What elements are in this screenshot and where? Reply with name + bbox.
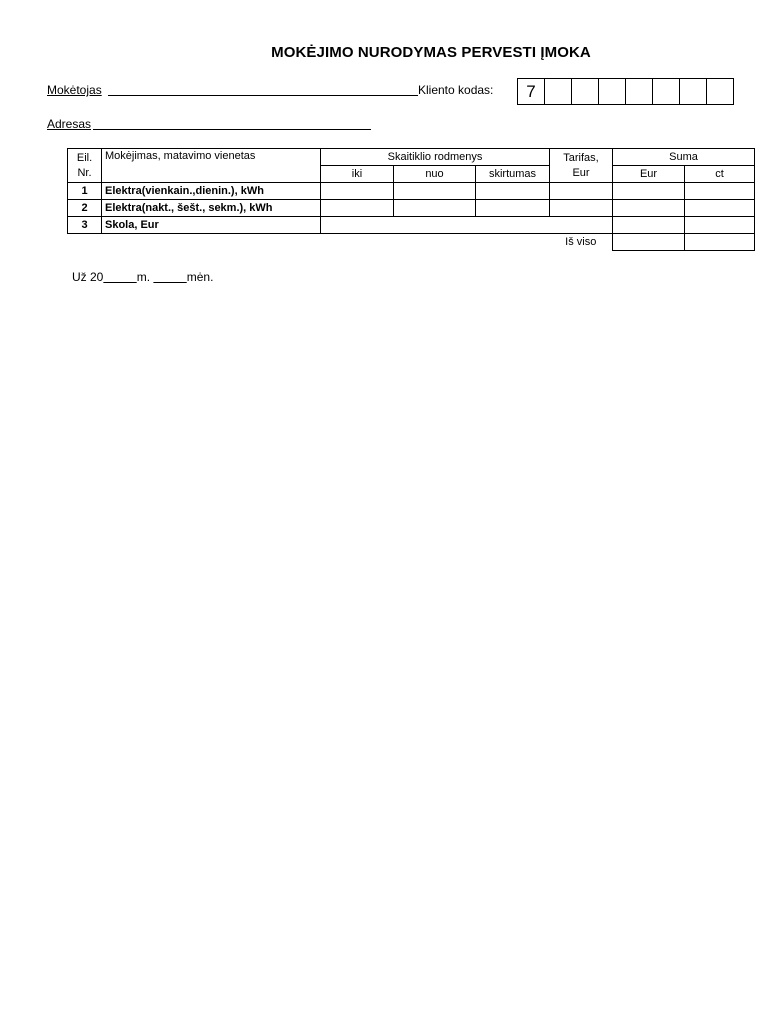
table-row xyxy=(68,200,755,217)
meter-to-cell[interactable] xyxy=(321,200,394,217)
document-title: MOKĖJIMO NURODYMAS PERVESTI ĮMOKA xyxy=(271,44,591,61)
sum-ct-cell[interactable] xyxy=(685,183,755,200)
row-label: Elektra(vienkain.,dienin.), kWh xyxy=(102,183,321,200)
payer-field[interactable] xyxy=(108,95,418,96)
header-meter-from: nuo xyxy=(394,166,476,183)
total-eur-cell[interactable] xyxy=(613,234,685,251)
month-suffix: mėn. xyxy=(186,270,214,284)
row-number: 2 xyxy=(68,200,102,217)
header-payment: Mokėjimas, matavimo vienetas xyxy=(102,149,321,183)
sum-eur-cell[interactable] xyxy=(613,200,685,217)
client-code-digit[interactable] xyxy=(572,79,599,104)
sum-eur-cell[interactable] xyxy=(613,183,685,200)
meter-from-cell[interactable] xyxy=(394,200,476,217)
client-code-digit[interactable]: 7 xyxy=(518,79,545,104)
payment-table xyxy=(67,148,755,251)
header-sum-eur: Eur xyxy=(613,166,685,183)
tariff-cell[interactable] xyxy=(550,200,613,217)
header-row-number: Eil. Nr. xyxy=(68,149,102,183)
row-number: 3 xyxy=(68,217,102,234)
address-field[interactable] xyxy=(93,129,371,130)
table-row xyxy=(68,183,755,200)
sum-ct-cell[interactable] xyxy=(685,200,755,217)
sum-ct-cell[interactable] xyxy=(685,217,755,234)
address-label: Adresas xyxy=(47,117,92,131)
payer-label: Mokėtojas xyxy=(47,83,102,97)
table-row xyxy=(68,217,755,234)
debt-merged-cell xyxy=(321,217,613,234)
header-tariff: Tarifas, Eur xyxy=(550,149,613,183)
row-number: 1 xyxy=(68,183,102,200)
year-field[interactable] xyxy=(103,270,136,284)
client-code-digit[interactable] xyxy=(653,79,680,104)
period-prefix: Už 20 xyxy=(72,270,104,284)
client-code-digit[interactable] xyxy=(626,79,653,104)
row-label: Elektra(nakt., šešt., sekm.), kWh xyxy=(102,200,321,217)
sum-eur-cell[interactable] xyxy=(613,217,685,234)
total-ct-cell[interactable] xyxy=(685,234,755,251)
header-meter-readings: Skaitiklio rodmenys xyxy=(321,149,550,166)
meter-diff-cell[interactable] xyxy=(476,200,550,217)
client-code-boxes[interactable] xyxy=(517,78,734,105)
header-sum: Suma xyxy=(613,149,755,166)
year-suffix: m. xyxy=(136,270,151,284)
meter-diff-cell[interactable] xyxy=(476,183,550,200)
client-code-digit[interactable] xyxy=(707,79,733,104)
client-code-digit[interactable] xyxy=(680,79,707,104)
meter-to-cell[interactable] xyxy=(321,183,394,200)
client-code-digit[interactable] xyxy=(599,79,626,104)
header-sum-ct: ct xyxy=(685,166,755,183)
row-label: Skola, Eur xyxy=(102,217,321,234)
total-row xyxy=(68,234,755,251)
period-line xyxy=(72,270,213,284)
client-code-digit[interactable] xyxy=(545,79,572,104)
header-meter-to: iki xyxy=(321,166,394,183)
client-code-label: Kliento kodas: xyxy=(418,83,494,97)
header-meter-diff: skirtumas xyxy=(476,166,550,183)
tariff-cell[interactable] xyxy=(550,183,613,200)
month-field[interactable] xyxy=(153,270,186,284)
total-label: Iš viso xyxy=(565,235,597,248)
meter-from-cell[interactable] xyxy=(394,183,476,200)
